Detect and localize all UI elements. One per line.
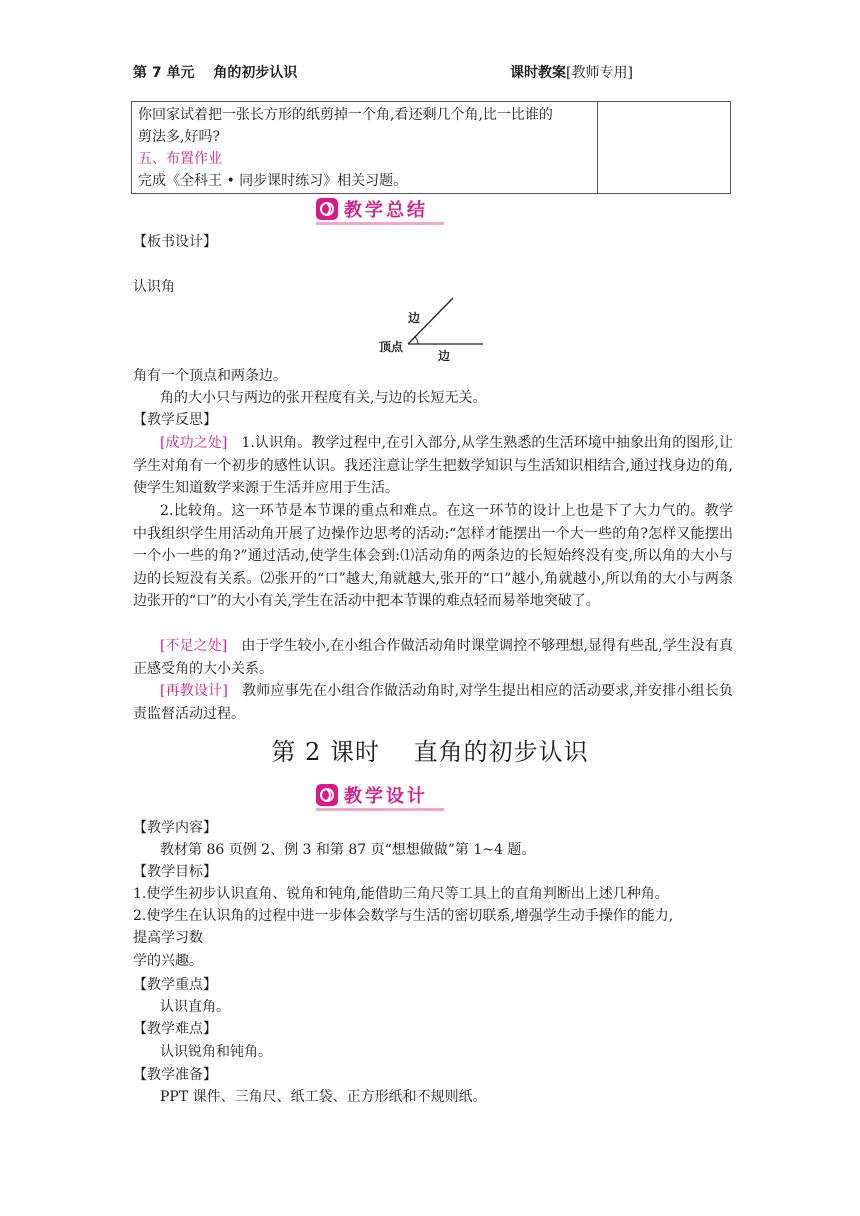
- banner-title: 教学总结: [344, 200, 428, 221]
- goal-2-line-1: 2.使学生在认识角的过程中进一步体会数学与生活的密切联系,增强学生动手操作的能力,: [133, 908, 674, 924]
- table-line-1: 你回家试着把一张长方形的纸剪掉一个角,看还剩几个角,比一比谁的: [138, 107, 553, 123]
- banner-underline: [316, 808, 444, 811]
- goal-1: 1.使学生初步认识直角、锐角和钝角,能借助三角尺等工具上的直角判断出上述几种角。: [133, 886, 669, 902]
- content-heading: 【教学内容】: [133, 820, 217, 836]
- swirl-logo-icon: [316, 198, 338, 220]
- board-title: 认识角: [133, 279, 175, 295]
- key-heading: 【教学重点】: [133, 977, 217, 993]
- summary-line-2: 角的大小只与两边的张开程度有关,与边的长短无关。: [160, 390, 487, 406]
- goal-2-line-3: 学的兴趣。: [133, 953, 203, 969]
- teaching-summary-banner: [316, 197, 444, 221]
- success-tag: [成功之处]: [160, 435, 228, 451]
- homework-section-title: 五、布置作业: [138, 151, 222, 167]
- difficult-heading: 【教学难点】: [133, 1021, 217, 1037]
- content-text: 教材第 86 页例 2、例 3 和第 87 页“想想做做”第 1~4 题。: [160, 842, 536, 858]
- compare-paragraph: 2.比较角。这一环节是本节课的重点和难点。在这一环节的设计上也是下了大力气的。教学中我组织学生用活动角开展了边操作边思考的活动:“怎样才能摆出一个大一些的角?怎样又能摆出一个小一些的角?”通过活动,使学生体会到:⑴活动角的两条边的长短始终没有变,所以角的大小与边的长短没有关系。⑵张开的“口”越大,角就越大,张开的“口”越小,角就越小,所以角的大小与两条边张开的“口”的大小有关,学生在活动中把本节课的难点轻而易举地突破了。: [133, 503, 733, 609]
- prep-heading: 【教学准备】: [133, 1067, 217, 1083]
- success-text: 1.认识角。教学过程中,在引入部分,从学生熟悉的生活环境中抽象出角的图形,让学生对角有一个初步的感性认识。我还注意让学生把数学知识与生活知识相结合,通过找身边的角,使学生知道数学来源于生活并应用于生活。: [133, 435, 733, 496]
- homework-text: 完成《全科王 • 同步课时练习》相关习题。: [138, 173, 408, 189]
- teaching-design-banner: [316, 783, 444, 807]
- difficult-text: 认识锐角和钝角。: [160, 1044, 272, 1060]
- redesign-text: 教师应事先在小组合作做活动角时,对学生提出相应的活动要求,并安排小组长负责监督活动过程。: [133, 683, 733, 722]
- continued-table: [131, 101, 731, 194]
- goal-heading: 【教学目标】: [133, 864, 217, 880]
- lesson-title: 第 2 课时 直角的初步认识: [271, 738, 589, 766]
- summary-line-1: 角有一个顶点和两条边。: [133, 368, 287, 384]
- goal-2-line-2: 提高学习数: [133, 930, 203, 946]
- prep-text: PPT 课件、三角尺、纸工袋、正方形纸和不规则纸。: [160, 1089, 487, 1105]
- redesign-tag: [再教设计]: [160, 683, 228, 699]
- success-paragraph: [133, 432, 733, 500]
- teacher-note: [教师专用]: [566, 65, 633, 81]
- lack-paragraph: [133, 635, 733, 680]
- reflection-heading: 【教学反思】: [133, 412, 217, 428]
- banner-title: 教学设计: [344, 786, 428, 807]
- angle-arc: [415, 337, 418, 344]
- swirl-logo-icon: [316, 784, 338, 806]
- board-design-heading: 【板书设计】: [133, 234, 217, 250]
- table-line-2: 剪法多,好吗?: [138, 129, 220, 145]
- lesson-plan-header: [510, 62, 633, 82]
- plan-label: 课时教案: [510, 65, 566, 81]
- lack-text: 由于学生较小,在小组合作做活动角时课堂调控不够理想,显得有些乱,学生没有真正感受角的大小关系。: [133, 638, 733, 677]
- table-side-cell: [598, 102, 731, 194]
- edge-label-top: 边: [408, 311, 421, 325]
- table-main-cell: [132, 102, 598, 194]
- key-text: 认识直角。: [160, 999, 230, 1015]
- banner-underline: [316, 222, 444, 225]
- vertex-label: 顶点: [379, 340, 404, 354]
- lack-tag: [不足之处]: [160, 638, 228, 654]
- redesign-paragraph: [133, 680, 733, 725]
- edge-label-bottom: 边: [438, 349, 451, 363]
- unit-header: 第 7 单元 角的初步认识: [133, 65, 298, 81]
